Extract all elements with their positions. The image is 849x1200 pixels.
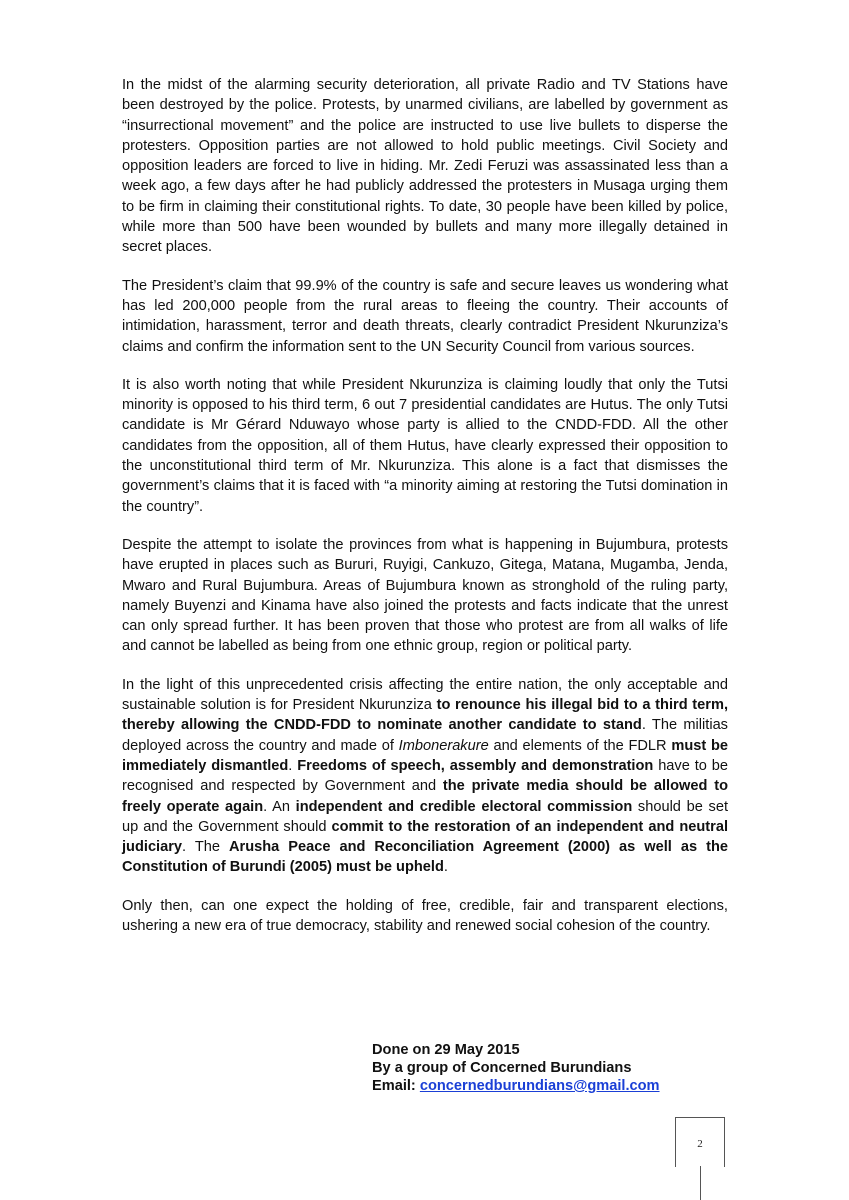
bold-run: Freedoms of speech, assembly and demonstration	[297, 757, 654, 774]
paragraph-solution	[122, 675, 728, 878]
paragraph-tutsi-minority: It is also worth noting that while President Nkurunziza is claiming loudly that only the Tutsi minority is opposed to his third term, 6 out 7 presidential candidates are Hutus. The only Tutsi candidate is Mr Gérard Nduwayo whose party is allied to the CNDD-FDD. All the other candidates from the opposition, all of them Hutus, have clearly expressed their opposition to the unconstitutional third term of Mr. Nkurunziza. This alone is a fact that dismisses the government’s claims that it is faced with “a minority aiming at restoring the Tutsi domination in the country”.	[122, 376, 728, 515]
bold-run: the private media should be allowed to freely operate again	[122, 778, 728, 815]
paragraph-provinces-protests: Despite the attempt to isolate the provinces from what is happening in Bujumbura, protests have erupted in places such as Bururi, Ruyigi, Cankuzo, Gitega, Matana, Mugamba, Jenda, Mwaro and Rural Bujumbura. Areas of Bujumbura known as stronghold of the ruling party, namely Buyenzi and Kinama have also joined the protests and facts indicate that the unrest can only spread further. It has been proven that those who protest are from all walks of life and cannot be labelled as being from one ethnic group, region or political party.	[122, 536, 728, 655]
text-run: . An	[263, 798, 296, 815]
signoff-block	[372, 1041, 732, 1095]
text-run: should be set up and the Government should	[122, 798, 728, 835]
bold-run: Arusha Peace and Reconciliation Agreement (2000) as well as the Constitution of Burundi (2005) must be upheld	[122, 839, 728, 876]
paragraph-conclusion: Only then, can one expect the holding of free, credible, fair and transparent elections, ushering a new era of true democracy, stability and renewed social cohesion of the country.	[122, 897, 728, 934]
email-link[interactable]: concernedburundians@gmail.com	[419, 1078, 660, 1094]
page-number: 2	[697, 1138, 703, 1150]
text-run: .	[288, 757, 298, 774]
text-run: . The militias deployed across the country and made of	[122, 717, 728, 754]
text-run: and elements of the FDLR	[488, 737, 672, 754]
document-body	[122, 75, 728, 954]
signoff-author: By a group of Concerned Burundians	[372, 1060, 632, 1076]
paragraph-security: In the midst of the alarming security deterioration, all private Radio and TV Stations have been destroyed by the police. Protests, by unarmed civilians, are labelled by government as “insurrectional movement” and the police are instructed to use live bullets to disperse the protesters. Opposition parties are not allowed to hold public meetings. Civil Society and opposition leaders are forced to live in hiding. Mr. Zedi Feruzi was assassinated less than a week ago, a few days after he had publicly addressed the protesters in Musaga urging them to be firm in claiming their constitutional rights. To date, 30 people have been killed by police, while more than 500 have been wounded by bullets and many more illegally detained in secret places.	[122, 77, 728, 256]
bold-run: must be immediately dismantled	[122, 737, 728, 774]
signoff-email-line	[372, 1077, 732, 1095]
email-label: Email:	[372, 1078, 420, 1094]
bold-run: to renounce his illegal bid to a third term, thereby allowing the CNDD-FDD to nominate another candidate to stand	[122, 697, 728, 734]
page-number-box	[675, 1117, 725, 1167]
italic-run: Imbonerakure	[398, 737, 489, 754]
page-number-divider	[700, 1166, 701, 1200]
paragraph-president-claim: The President’s claim that 99.9% of the country is safe and secure leaves us wondering what has led 200,000 people from the rural areas to fleeing the country. Their accounts of intimidation, harassment, terror and death threats, clearly contradict President Nkurunziza’s claims and confirm the information sent to the UN Security Council from various sources.	[122, 277, 728, 355]
text-run: . The	[182, 839, 229, 856]
text-run: have to be recognised and respected by Government and	[122, 757, 729, 795]
bold-run: commit to the restoration of an independent and neutral judiciary	[122, 818, 728, 856]
signoff-date: Done on 29 May 2015	[372, 1042, 520, 1058]
text-run: In the light of this unprecedented crisis affecting the entire nation, the only acceptable and sustainable solution is for President Nkurunziza	[122, 676, 728, 714]
bold-run: independent and credible electoral commission	[295, 798, 633, 815]
text-run: .	[443, 859, 448, 876]
